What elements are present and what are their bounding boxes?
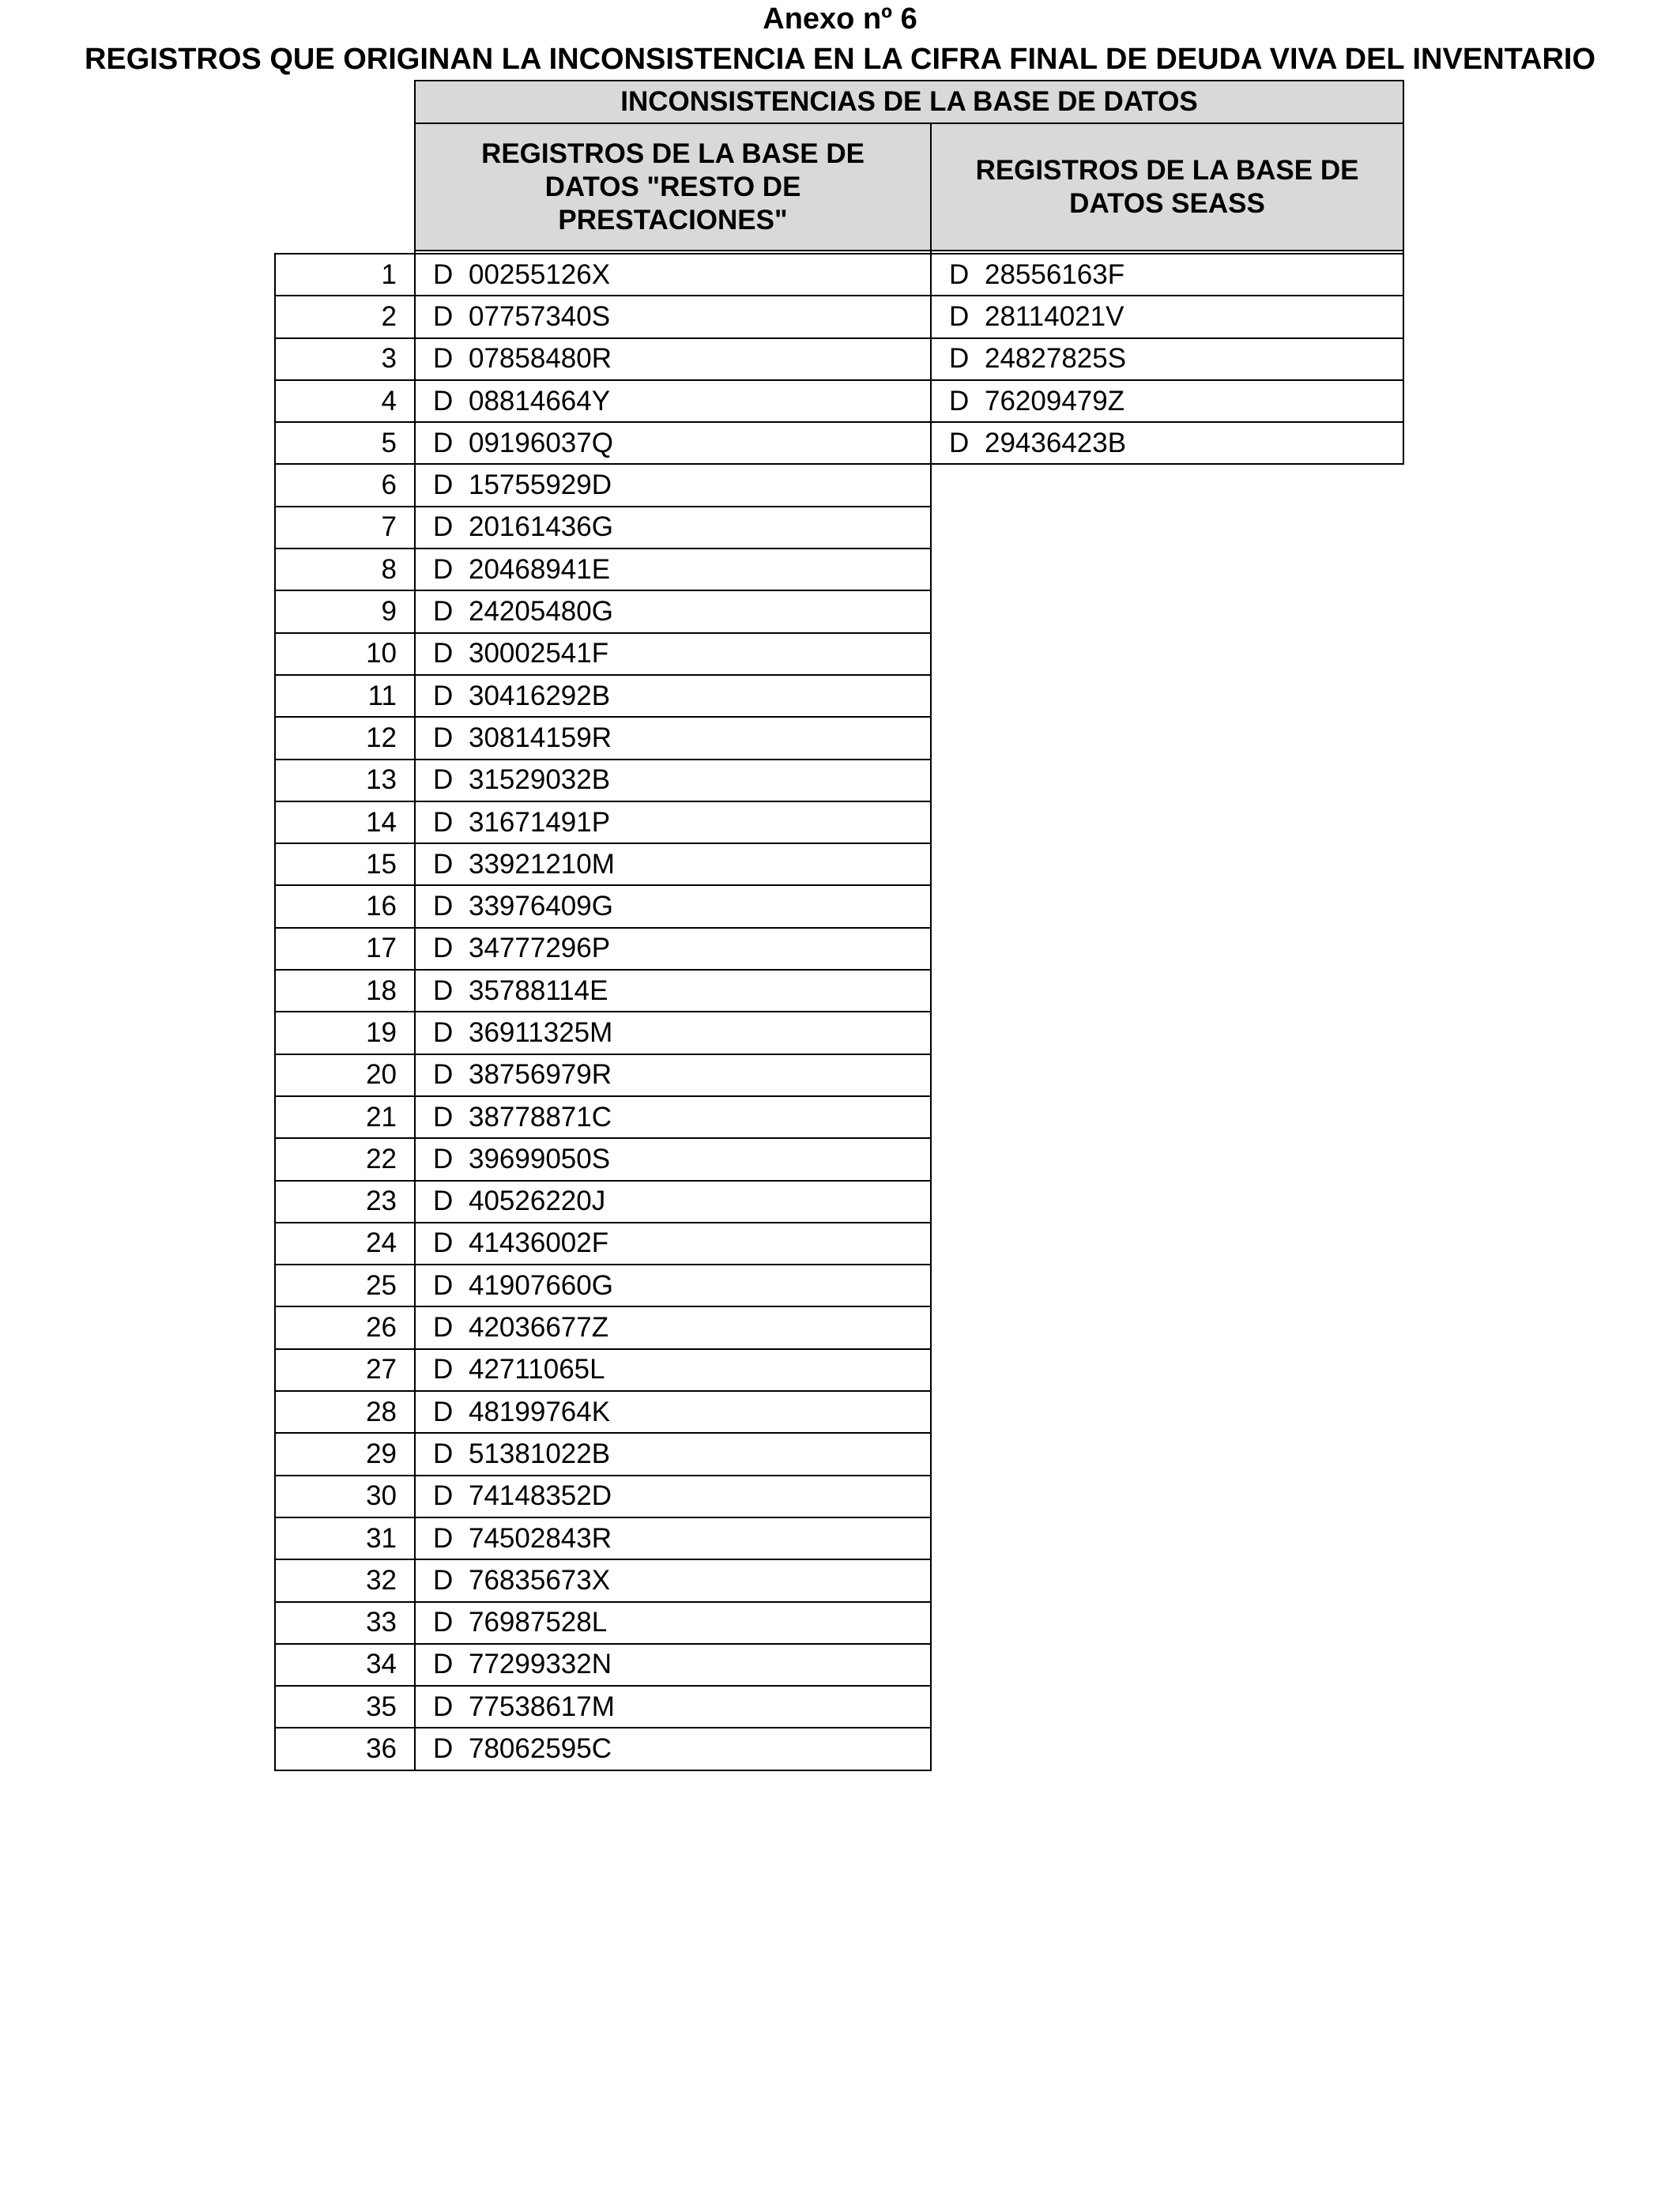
seass-record bbox=[931, 1602, 1403, 1644]
resto-prestaciones-record bbox=[415, 843, 931, 885]
record-id: 76209479Z bbox=[985, 385, 1125, 417]
record-prefix: D bbox=[433, 596, 454, 628]
record-prefix: D bbox=[433, 469, 454, 501]
record-id: 38778871C bbox=[469, 1101, 612, 1133]
record-id: 78062595C bbox=[469, 1733, 612, 1765]
record-prefix: D bbox=[433, 806, 454, 838]
resto-prestaciones-record bbox=[415, 548, 931, 590]
resto-prestaciones-record bbox=[415, 1476, 931, 1517]
record-id: 36911325M bbox=[469, 1016, 613, 1048]
resto-prestaciones-record bbox=[415, 254, 931, 296]
resto-prestaciones-record bbox=[415, 633, 931, 675]
resto-prestaciones-record bbox=[415, 675, 931, 717]
record-prefix: D bbox=[433, 1059, 454, 1091]
resto-prestaciones-record bbox=[415, 1728, 931, 1770]
record-prefix: D bbox=[433, 427, 454, 458]
resto-prestaciones-record bbox=[415, 1138, 931, 1180]
resto-prestaciones-record bbox=[415, 1433, 931, 1475]
row-number: 6 bbox=[275, 464, 415, 506]
record-prefix: D bbox=[433, 1733, 454, 1765]
table-row bbox=[275, 590, 1403, 632]
record-id: 31671491P bbox=[469, 806, 611, 838]
table-row bbox=[275, 1476, 1403, 1517]
seass-record bbox=[931, 548, 1403, 590]
seass-record bbox=[931, 970, 1403, 1012]
record-id: 31529032B bbox=[469, 764, 611, 796]
seass-record bbox=[931, 1054, 1403, 1096]
record-id: 28556163F bbox=[985, 258, 1125, 290]
table-row bbox=[275, 507, 1403, 548]
table-row bbox=[275, 843, 1403, 885]
seass-record bbox=[931, 1223, 1403, 1265]
page-title: REGISTROS QUE ORIGINAN LA INCONSISTENCIA EN LA CIFRA FINAL DE DEUDA VIVA DEL INVENTARIO bbox=[84, 43, 1596, 76]
record-id: 29436423B bbox=[985, 427, 1127, 458]
record-id: 30002541F bbox=[469, 638, 609, 669]
resto-prestaciones-record bbox=[415, 296, 931, 337]
record-id: 07858480R bbox=[469, 343, 612, 375]
record-id: 20468941E bbox=[469, 553, 611, 585]
resto-prestaciones-record bbox=[415, 507, 931, 548]
table-row bbox=[275, 1054, 1403, 1096]
record-prefix: D bbox=[433, 258, 454, 290]
seass-record bbox=[931, 296, 1403, 337]
seass-record bbox=[931, 843, 1403, 885]
record-prefix: D bbox=[433, 764, 454, 796]
seass-record bbox=[931, 717, 1403, 759]
row-number: 1 bbox=[275, 254, 415, 296]
resto-prestaciones-record bbox=[415, 760, 931, 801]
row-number: 26 bbox=[275, 1306, 415, 1348]
resto-prestaciones-record bbox=[415, 1265, 931, 1306]
seass-record bbox=[931, 1012, 1403, 1054]
resto-prestaciones-record bbox=[415, 1559, 931, 1601]
record-prefix: D bbox=[433, 1438, 454, 1469]
table-row bbox=[275, 1391, 1403, 1433]
table-row bbox=[275, 970, 1403, 1012]
resto-prestaciones-record bbox=[415, 885, 931, 927]
record-id: 74148352D bbox=[469, 1480, 612, 1512]
record-id: 24205480G bbox=[469, 596, 613, 628]
table-row bbox=[275, 1223, 1403, 1265]
record-id: 41436002F bbox=[469, 1227, 609, 1259]
resto-prestaciones-record bbox=[415, 1391, 931, 1433]
record-id: 42711065L bbox=[469, 1354, 605, 1385]
table-row bbox=[275, 1012, 1403, 1054]
seass-record bbox=[931, 1517, 1403, 1559]
row-number: 24 bbox=[275, 1223, 415, 1265]
row-number: 3 bbox=[275, 338, 415, 380]
row-number: 5 bbox=[275, 422, 415, 464]
record-prefix: D bbox=[949, 258, 970, 290]
table-row bbox=[275, 1181, 1403, 1223]
record-prefix: D bbox=[433, 385, 454, 417]
row-number: 9 bbox=[275, 590, 415, 632]
table-row bbox=[275, 1306, 1403, 1348]
table-row bbox=[275, 422, 1403, 464]
table-row bbox=[275, 254, 1403, 296]
row-number: 35 bbox=[275, 1686, 415, 1728]
seass-record bbox=[931, 590, 1403, 632]
record-prefix: D bbox=[433, 343, 454, 375]
seass-record bbox=[931, 633, 1403, 675]
row-number: 30 bbox=[275, 1476, 415, 1517]
resto-prestaciones-record bbox=[415, 380, 931, 422]
row-number: 14 bbox=[275, 801, 415, 843]
resto-prestaciones-record bbox=[415, 590, 931, 632]
row-number: 33 bbox=[275, 1602, 415, 1644]
resto-prestaciones-record bbox=[415, 1349, 931, 1391]
seass-record bbox=[931, 1728, 1403, 1770]
record-prefix: D bbox=[433, 974, 454, 1006]
record-id: 33921210M bbox=[469, 848, 615, 880]
record-id: 30814159R bbox=[469, 722, 612, 753]
row-number: 7 bbox=[275, 507, 415, 548]
record-id: 41907660G bbox=[469, 1269, 613, 1301]
seass-record bbox=[931, 1138, 1403, 1180]
table-row bbox=[275, 464, 1403, 506]
resto-prestaciones-record bbox=[415, 1644, 931, 1686]
row-number: 2 bbox=[275, 296, 415, 337]
seass-record bbox=[931, 1349, 1403, 1391]
table-row bbox=[275, 1349, 1403, 1391]
table-row bbox=[275, 760, 1403, 801]
resto-prestaciones-record bbox=[415, 464, 931, 506]
resto-prestaciones-record bbox=[415, 1054, 931, 1096]
row-number: 34 bbox=[275, 1644, 415, 1686]
record-prefix: D bbox=[433, 1396, 454, 1427]
record-prefix: D bbox=[433, 1564, 454, 1596]
table-row bbox=[275, 296, 1403, 337]
table-row bbox=[275, 1728, 1403, 1770]
table-row bbox=[275, 801, 1403, 843]
record-prefix: D bbox=[433, 553, 454, 585]
table-row bbox=[275, 1265, 1403, 1306]
seass-record bbox=[931, 801, 1403, 843]
seass-record bbox=[931, 1306, 1403, 1348]
record-prefix: D bbox=[433, 722, 454, 753]
record-id: 34777296P bbox=[469, 933, 611, 964]
seass-record bbox=[931, 1391, 1403, 1433]
seass-record bbox=[931, 464, 1403, 506]
record-prefix: D bbox=[433, 1186, 454, 1217]
resto-prestaciones-record bbox=[415, 1602, 931, 1644]
record-id: 24827825S bbox=[985, 343, 1127, 375]
row-number: 28 bbox=[275, 1391, 415, 1433]
record-prefix: D bbox=[433, 1101, 454, 1133]
record-id: 08814664Y bbox=[469, 385, 611, 417]
record-id: 77299332N bbox=[469, 1649, 612, 1680]
record-prefix: D bbox=[433, 1607, 454, 1638]
table-row bbox=[275, 633, 1403, 675]
seass-record bbox=[931, 1644, 1403, 1686]
seass-record bbox=[931, 1476, 1403, 1517]
row-number: 15 bbox=[275, 843, 415, 885]
table-row bbox=[275, 1517, 1403, 1559]
record-id: 74502843R bbox=[469, 1522, 612, 1554]
record-prefix: D bbox=[433, 638, 454, 669]
seass-record bbox=[931, 1559, 1403, 1601]
record-prefix: D bbox=[433, 848, 454, 880]
table-row bbox=[275, 1138, 1403, 1180]
record-prefix: D bbox=[433, 1649, 454, 1680]
table-row bbox=[275, 1096, 1403, 1138]
table-row bbox=[275, 1433, 1403, 1475]
record-prefix: D bbox=[433, 1143, 454, 1174]
resto-prestaciones-record bbox=[415, 970, 931, 1012]
row-number: 4 bbox=[275, 380, 415, 422]
record-id: 48199764K bbox=[469, 1396, 611, 1427]
seass-record bbox=[931, 338, 1403, 380]
row-number: 17 bbox=[275, 928, 415, 970]
blank-corner-cell bbox=[275, 81, 415, 123]
record-id: 30416292B bbox=[469, 680, 611, 711]
row-number: 32 bbox=[275, 1559, 415, 1601]
resto-prestaciones-record bbox=[415, 928, 931, 970]
resto-prestaciones-record bbox=[415, 1223, 931, 1265]
record-prefix: D bbox=[433, 891, 454, 922]
seass-record bbox=[931, 675, 1403, 717]
row-number: 8 bbox=[275, 548, 415, 590]
table-row bbox=[275, 338, 1403, 380]
seass-record bbox=[931, 1181, 1403, 1223]
seass-record bbox=[931, 760, 1403, 801]
record-id: 20161436G bbox=[469, 511, 613, 543]
seass-record bbox=[931, 380, 1403, 422]
resto-prestaciones-record bbox=[415, 1096, 931, 1138]
resto-prestaciones-record bbox=[415, 1306, 931, 1348]
record-id: 33976409G bbox=[469, 891, 613, 922]
resto-prestaciones-record bbox=[415, 1181, 931, 1223]
record-id: 35788114E bbox=[469, 974, 608, 1006]
table-row bbox=[275, 675, 1403, 717]
record-prefix: D bbox=[433, 1269, 454, 1301]
row-number: 16 bbox=[275, 885, 415, 927]
column-header-resto-prestaciones: REGISTROS DE LA BASE DE DATOS "RESTO DE PRESTACIONES" bbox=[415, 123, 931, 251]
row-number: 18 bbox=[275, 970, 415, 1012]
row-number: 36 bbox=[275, 1728, 415, 1770]
seass-record bbox=[931, 885, 1403, 927]
resto-prestaciones-record bbox=[415, 801, 931, 843]
record-prefix: D bbox=[433, 1691, 454, 1722]
table-row bbox=[275, 1559, 1403, 1601]
table-row bbox=[275, 548, 1403, 590]
seass-record bbox=[931, 1096, 1403, 1138]
seass-record bbox=[931, 422, 1403, 464]
record-prefix: D bbox=[433, 680, 454, 711]
record-prefix: D bbox=[433, 1312, 454, 1344]
row-number: 27 bbox=[275, 1349, 415, 1391]
resto-prestaciones-record bbox=[415, 1686, 931, 1728]
record-id: 51381022B bbox=[469, 1438, 611, 1469]
resto-prestaciones-record bbox=[415, 422, 931, 464]
seass-record bbox=[931, 507, 1403, 548]
row-number: 29 bbox=[275, 1433, 415, 1475]
table-row bbox=[275, 380, 1403, 422]
record-prefix: D bbox=[949, 427, 970, 458]
record-prefix: D bbox=[433, 1016, 454, 1048]
record-id: 40526220J bbox=[469, 1186, 606, 1217]
record-id: 00255126X bbox=[469, 258, 611, 290]
row-number: 25 bbox=[275, 1265, 415, 1306]
table-row bbox=[275, 928, 1403, 970]
record-id: 07757340S bbox=[469, 300, 611, 332]
row-number: 23 bbox=[275, 1181, 415, 1223]
record-prefix: D bbox=[433, 933, 454, 964]
row-number: 19 bbox=[275, 1012, 415, 1054]
record-prefix: D bbox=[433, 300, 454, 332]
group-header: INCONSISTENCIAS DE LA BASE DE DATOS bbox=[415, 81, 1403, 123]
record-prefix: D bbox=[433, 1522, 454, 1554]
record-id: 39699050S bbox=[469, 1143, 611, 1174]
table-row bbox=[275, 717, 1403, 759]
record-id: 28114021V bbox=[985, 300, 1124, 332]
row-number: 10 bbox=[275, 633, 415, 675]
seass-record bbox=[931, 254, 1403, 296]
record-prefix: D bbox=[949, 343, 970, 375]
seass-record bbox=[931, 1433, 1403, 1475]
record-id: 76835673X bbox=[469, 1564, 611, 1596]
table-row bbox=[275, 1602, 1403, 1644]
table-row bbox=[275, 885, 1403, 927]
record-prefix: D bbox=[433, 1480, 454, 1512]
record-prefix: D bbox=[433, 1354, 454, 1385]
blank-corner-cell bbox=[275, 123, 415, 251]
inconsistency-table bbox=[274, 80, 1404, 1771]
record-prefix: D bbox=[433, 511, 454, 543]
row-number: 21 bbox=[275, 1096, 415, 1138]
record-prefix: D bbox=[949, 300, 970, 332]
row-number: 22 bbox=[275, 1138, 415, 1180]
record-id: 09196037Q bbox=[469, 427, 613, 458]
resto-prestaciones-record bbox=[415, 717, 931, 759]
column-header-seass: REGISTROS DE LA BASE DE DATOS SEASS bbox=[931, 123, 1403, 251]
record-id: 38756979R bbox=[469, 1059, 612, 1091]
record-prefix: D bbox=[949, 385, 970, 417]
resto-prestaciones-record bbox=[415, 1012, 931, 1054]
record-id: 77538617M bbox=[469, 1691, 615, 1722]
resto-prestaciones-record bbox=[415, 338, 931, 380]
record-id: 15755929D bbox=[469, 469, 612, 501]
record-id: 76987528L bbox=[469, 1607, 608, 1638]
seass-record bbox=[931, 1265, 1403, 1306]
seass-record bbox=[931, 928, 1403, 970]
record-id: 42036677Z bbox=[469, 1312, 609, 1344]
row-number: 13 bbox=[275, 760, 415, 801]
seass-record bbox=[931, 1686, 1403, 1728]
annex-title: Anexo nº 6 bbox=[763, 2, 917, 36]
resto-prestaciones-record bbox=[415, 1517, 931, 1559]
row-number: 11 bbox=[275, 675, 415, 717]
table-row bbox=[275, 1644, 1403, 1686]
row-number: 31 bbox=[275, 1517, 415, 1559]
row-number: 20 bbox=[275, 1054, 415, 1096]
record-prefix: D bbox=[433, 1227, 454, 1259]
row-number: 12 bbox=[275, 717, 415, 759]
table-row bbox=[275, 1686, 1403, 1728]
